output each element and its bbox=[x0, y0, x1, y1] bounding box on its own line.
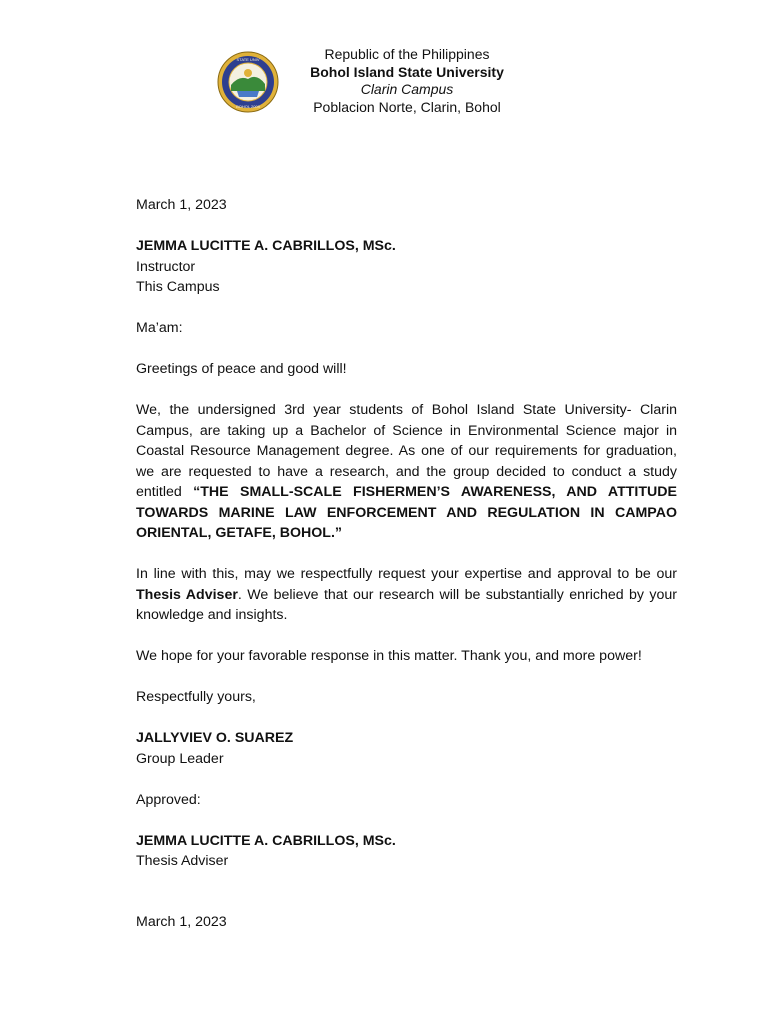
body-paragraph-1 bbox=[136, 400, 677, 544]
country-line: Republic of the Philippines bbox=[324, 46, 490, 62]
signer-block bbox=[136, 728, 677, 769]
study-title: “THE SMALL-SCALE FISHERMEN’S AWARENESS, AND ATTITUDE TOWARDS MARINE LAW ENFORCEMENT AND REGULATION IN CAMPAO ORIENTAL, GETAFE, BOHOL.” bbox=[136, 484, 677, 541]
body-paragraph-2-pre: In line with this, may we respectfully request your expertise and approval to be our bbox=[136, 566, 677, 582]
valediction: Respectfully yours, bbox=[136, 689, 256, 705]
recipient-block bbox=[136, 236, 677, 298]
approver-role: Thesis Adviser bbox=[136, 853, 229, 869]
thesis-adviser-emphasis: Thesis Adviser bbox=[136, 586, 238, 603]
signer-name: JALLYVIEV O. SUAREZ bbox=[136, 730, 294, 746]
recipient-location: This Campus bbox=[136, 279, 220, 295]
approver-name: JEMMA LUCITTE A. CABRILLOS, MSc. bbox=[136, 832, 396, 849]
svg-text:STATE UNIV: STATE UNIV bbox=[236, 57, 260, 62]
greeting: Greetings of peace and good will! bbox=[136, 361, 347, 377]
recipient-title: Instructor bbox=[136, 258, 196, 275]
letterhead-text bbox=[290, 46, 524, 116]
body-paragraph-2-post: . We believe that our research will be substantially enriched by your knowledge and insights. bbox=[136, 586, 677, 623]
campus-address: Poblacion Norte, Clarin, Bohol bbox=[313, 98, 501, 115]
approved-label: Approved: bbox=[136, 791, 201, 808]
body-paragraph-2 bbox=[136, 564, 677, 626]
campus-name: Clarin Campus bbox=[360, 81, 454, 97]
body-paragraph-1-text: We, the undersigned 3rd year students of Bohol Island State University- Clarin Campus, are taking up a Bachelor of Science in Environmental Science major in Coastal Resource Management degree. As one of our requirements for graduation, we are requested to have a research, and the group decided to conduct a study entitled bbox=[136, 402, 677, 500]
university-seal-icon bbox=[217, 51, 279, 113]
salutation: Ma’am: bbox=[136, 320, 183, 336]
approver-block bbox=[136, 831, 677, 872]
approval-date: March 1, 2023 bbox=[136, 914, 227, 930]
letter-date: March 1, 2023 bbox=[136, 197, 227, 213]
letterhead bbox=[0, 0, 768, 130]
svg-text:BOHOL 2009: BOHOL 2009 bbox=[236, 104, 260, 109]
closing-line: We hope for your favorable response in this matter. Thank you, and more power! bbox=[136, 648, 642, 664]
letter-body bbox=[136, 195, 677, 953]
university-name: Bohol Island State University bbox=[310, 63, 504, 80]
recipient-name: JEMMA LUCITTE A. CABRILLOS, MSc. bbox=[136, 238, 396, 254]
signer-role: Group Leader bbox=[136, 750, 224, 767]
